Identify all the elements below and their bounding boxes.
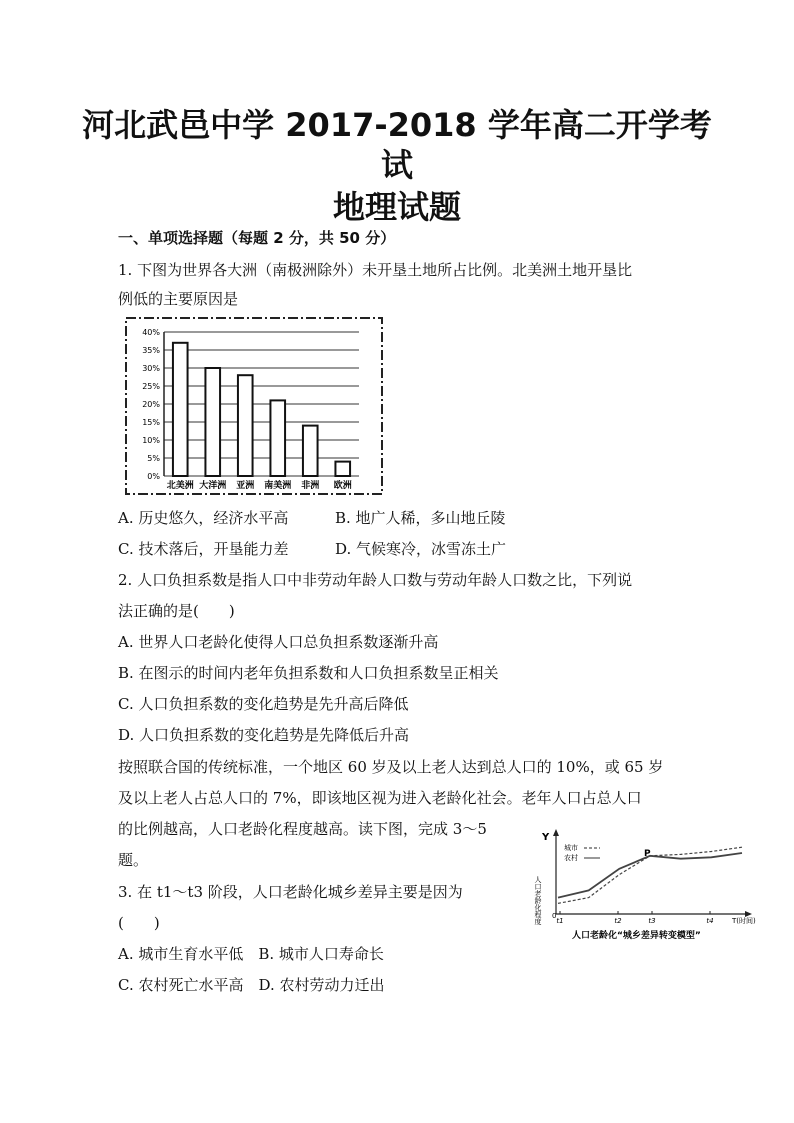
- line-chart: [528, 826, 778, 944]
- q3-stem-line1: 3. 在 t1～t3 阶段，人口老龄化城乡差异主要是因为: [118, 883, 463, 901]
- passage-line2: 及以上老人占总人口的 7%，即该地区视为进入老龄化社会。老年人口占总人口: [118, 789, 642, 807]
- bar-category-label: 大洋洲: [199, 481, 227, 491]
- bar-ytick-label: 15%: [142, 418, 160, 427]
- line-chart-xtick-label: t3: [648, 917, 656, 925]
- line-chart-y-letter: Y: [542, 832, 550, 843]
- bar-category-label: 非洲: [301, 481, 320, 491]
- q2-stem-line1: 2. 人口负担系数是指人口中非劳动年龄人口数与劳动年龄人口数之比，下列说: [118, 571, 633, 589]
- line-chart-series-rural: [558, 853, 742, 898]
- bar: [205, 368, 220, 476]
- line-chart-xtick-label: t1: [556, 917, 564, 925]
- bar-category-label: 欧洲: [333, 481, 352, 491]
- bar: [173, 343, 188, 476]
- q1-stem-line2: 例低的主要原因是: [118, 290, 239, 308]
- q2-option-a[interactable]: A. 世界人口老龄化使得人口总负担系数逐渐升高: [118, 633, 439, 651]
- bar-category-label: 南美洲: [264, 481, 292, 491]
- line-chart-xtick-label: t4: [706, 917, 714, 925]
- q2-option-b[interactable]: B. 在图示的时间内老年负担系数和人口负担系数呈正相关: [118, 664, 499, 682]
- bar-ytick-label: 40%: [142, 328, 160, 337]
- bar: [270, 400, 285, 476]
- bar: [335, 462, 350, 476]
- q1-option-d[interactable]: D. 气候寒冷，冰雪冻土广: [335, 540, 507, 558]
- passage-line4: 题。: [118, 851, 149, 869]
- bar-ytick-label: 30%: [142, 364, 160, 373]
- bar-ytick-label: 10%: [142, 436, 160, 445]
- q1-option-c[interactable]: C. 技术落后，开垦能力差: [118, 540, 289, 558]
- bar-ytick-label: 5%: [147, 454, 160, 463]
- page-title: 河北武邑中学 2017-2018 学年高二开学考: [82, 106, 712, 144]
- line-chart-xtick-label: t2: [614, 917, 622, 925]
- page-title-continued: 试: [380, 146, 413, 184]
- q1-stem-line1: 1. 下图为世界各大洲（南极洲除外）未开垦土地所占比例。北美洲土地开垦比: [118, 261, 633, 279]
- bar-ytick-label: 0%: [147, 472, 160, 481]
- q2-stem-line2: 法正确的是( ): [118, 602, 235, 620]
- bar-chart: [124, 316, 384, 496]
- passage-line1: 按照联合国的传统标准，一个地区 60 岁及以上老人达到总人口的 10%，或 65 岁: [118, 758, 664, 776]
- line-chart-origin: 0: [552, 912, 557, 920]
- line-chart-legend-label: 农村: [564, 854, 578, 862]
- q1-option-b[interactable]: B. 地广人稀，多山地丘陵: [335, 509, 506, 527]
- line-chart-legend-label: 城市: [564, 844, 578, 852]
- q3-stem-line2: ( ): [118, 914, 160, 932]
- bar-ytick-label: 35%: [142, 346, 160, 355]
- bar: [303, 426, 318, 476]
- bar-ytick-label: 25%: [142, 382, 160, 391]
- line-chart-point-label: P: [644, 849, 651, 859]
- line-chart-ylabel: 人口老龄化程度: [534, 876, 542, 925]
- q1-option-a[interactable]: A. 历史悠久，经济水平高: [118, 509, 289, 527]
- bar-category-label: 亚洲: [236, 481, 255, 491]
- bar-category-label: 北美洲: [166, 481, 194, 491]
- section-heading: 一、单项选择题（每题 2 分，共 50 分）: [118, 229, 396, 247]
- line-chart-caption: 人口老龄化“城乡差异转变模型”: [572, 931, 701, 941]
- page-subtitle: 地理试题: [332, 188, 461, 226]
- bar-ytick-label: 20%: [142, 400, 160, 409]
- q3-options-ab[interactable]: A. 城市生育水平低 B. 城市人口寿命长: [118, 945, 384, 963]
- q3-options-cd[interactable]: C. 农村死亡水平高 D. 农村劳动力迁出: [118, 976, 385, 994]
- q2-option-d[interactable]: D. 人口负担系数的变化趋势是先降低后升高: [118, 726, 410, 744]
- bar: [238, 375, 253, 476]
- line-chart-xlabel: T(时间): [732, 917, 756, 925]
- q2-option-c[interactable]: C. 人口负担系数的变化趋势是先升高后降低: [118, 695, 409, 713]
- passage-line3: 的比例越高，人口老龄化程度越高。读下图，完成 3～5: [118, 820, 487, 838]
